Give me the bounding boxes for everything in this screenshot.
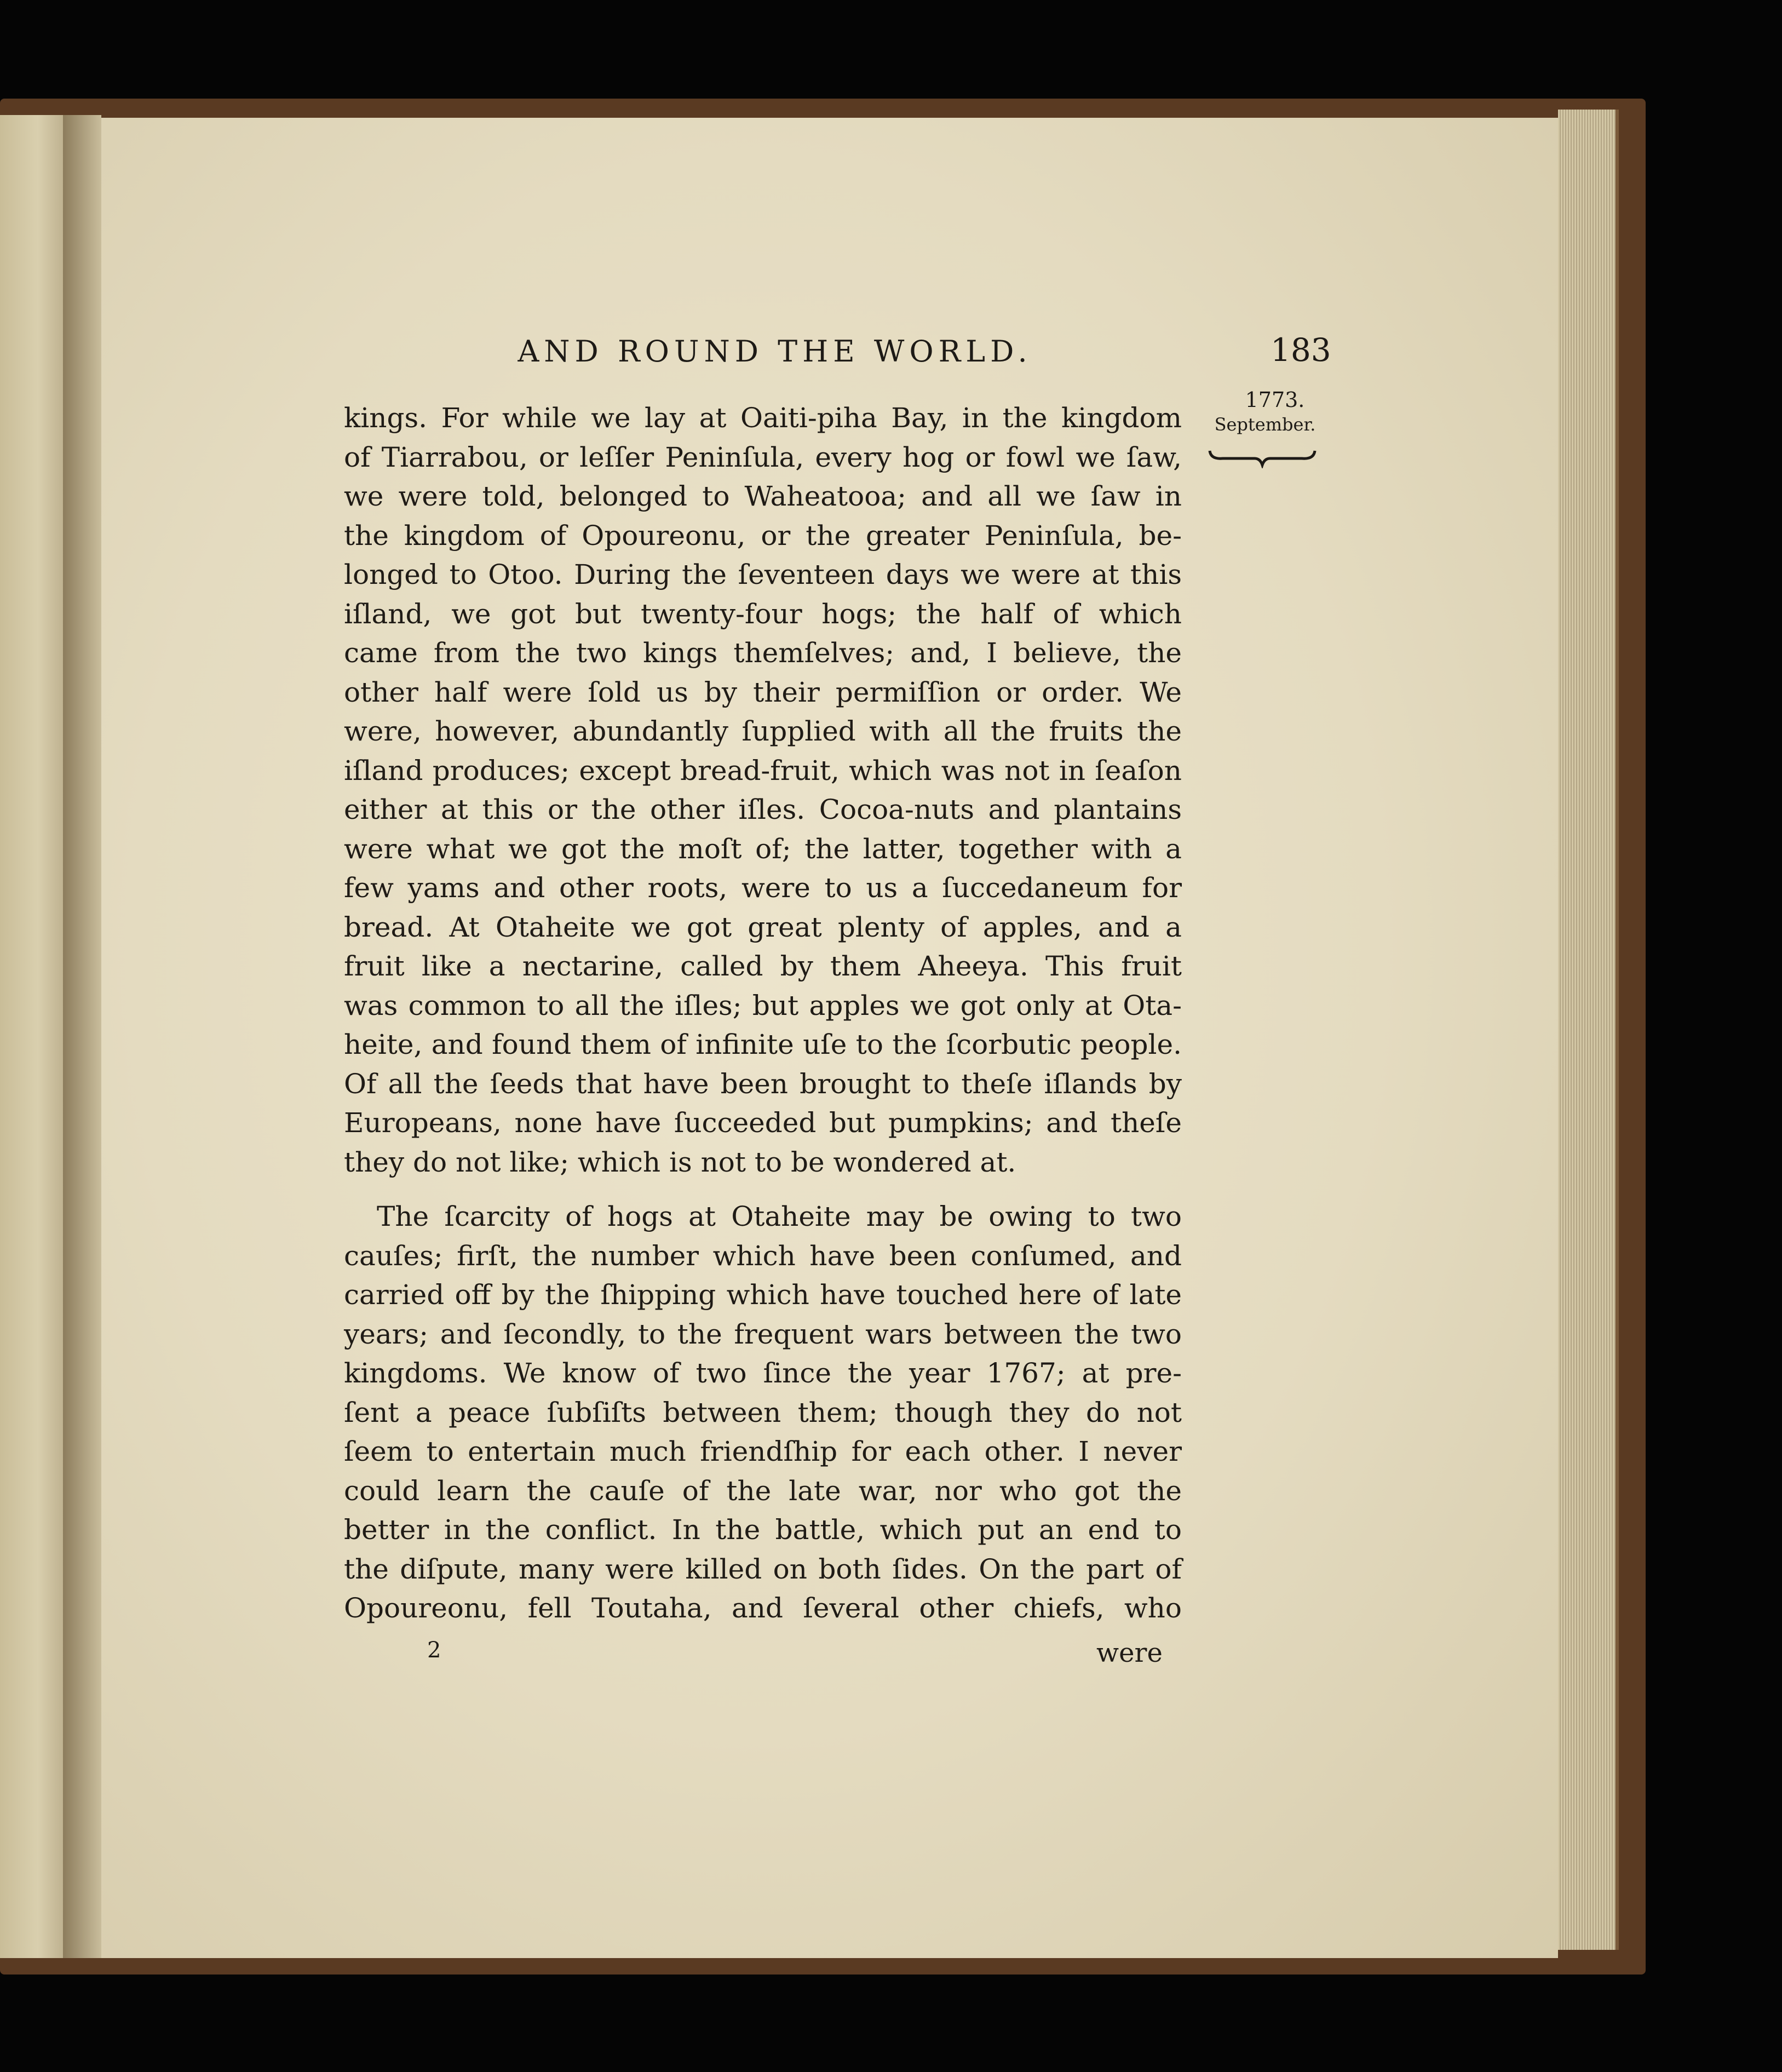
margin-note-month: September. xyxy=(1214,414,1316,435)
paragraph-1 xyxy=(344,399,1182,1182)
text-line: The ſcarcity of hogs at Otaheite may be owing to two xyxy=(377,1201,1182,1232)
signature-mark: 2 xyxy=(427,1638,441,1663)
text-line: Of all the ſeeds that have been brought to theſe iſlands by xyxy=(344,1067,1182,1100)
text-line: the kingdom of Opoureonu, or the greater Peninſula, be- xyxy=(344,519,1182,552)
text-line: came from the two kings themſelves; and, I believe, the xyxy=(344,637,1182,669)
text-line: cauſes; firſt, the number which have been conſumed, and xyxy=(344,1239,1182,1272)
text-line: were what we got the moſt of; the latter, together with a xyxy=(344,833,1182,865)
text-line: carried off by the ſhipping which have touched here of late xyxy=(344,1279,1182,1311)
text-line: fruit like a nectarine, called by them Aheeya. This fruit xyxy=(344,950,1182,982)
text-line: was common to all the iſles; but apples we got only at Ota- xyxy=(344,989,1182,1021)
paragraph-2 xyxy=(344,1197,1182,1628)
text-line: bread. At Otaheite we got great plenty of apples, and a xyxy=(344,911,1182,943)
text-line: kings. For while we lay at Oaiti-piha Bay, in the kingdom xyxy=(344,402,1182,434)
catchword: were xyxy=(1096,1638,1163,1668)
text-line: either at this or the other iſles. Cocoa-nuts and plantains xyxy=(344,794,1182,825)
text-line: iſland, we got but twenty-four hogs; the half of which xyxy=(344,598,1182,630)
text-line: Opoureonu, fell Toutaha, and ſeveral other chiefs, who xyxy=(344,1592,1182,1624)
text-line: Europeans, none have ſucceeded but pumpkins; and theſe xyxy=(344,1107,1182,1139)
margin-brace-icon xyxy=(1208,446,1317,468)
gutter-shadow xyxy=(63,115,101,1958)
text-line: other half were ſold us by their permiſſion or order. We xyxy=(344,676,1182,708)
margin-note-year: 1773. xyxy=(1245,388,1305,412)
left-page-edge xyxy=(0,115,65,1958)
text-line: kingdoms. We know of two ſince the year 1767; at pre- xyxy=(344,1357,1182,1389)
text-line: few yams and other roots, were to us a ſuccedaneum for xyxy=(344,872,1182,904)
text-line: were, however, abundantly ſupplied with all the fruits the xyxy=(344,715,1182,747)
text-line: could learn the cauſe of the late war, nor who got the xyxy=(344,1474,1182,1507)
text-line: the diſpute, many were killed on both ſides. On the part of xyxy=(344,1553,1182,1585)
text-line: better in the conflict. In the battle, which put an end to xyxy=(344,1514,1182,1546)
text-line: heite, and found them of infinite uſe to the ſcorbutic people. xyxy=(344,1029,1182,1060)
text-line: ſeem to entertain much friendſhip for each other. I never xyxy=(344,1436,1182,1467)
running-title: AND ROUND THE WORLD. xyxy=(518,334,1032,369)
text-line: they do not like; which is not to be wondered at. xyxy=(344,1146,1016,1178)
text-line: we were told, belonged to Waheatooa; and all we ſaw in xyxy=(344,480,1182,512)
text-line: ſent a peace ſubſiſts between them; though they do not xyxy=(344,1396,1182,1428)
text-line: of Tiarrabou, or leſſer Peninſula, every hog or fowl we ſaw, xyxy=(344,441,1182,473)
text-line: iſland produces; except bread-fruit, which was not in ſeaſon xyxy=(344,754,1182,787)
text-line: longed to Otoo. During the ſeventeen days we were at this xyxy=(344,559,1182,590)
text-line: years; and ſecondly, to the frequent wars between the two xyxy=(344,1318,1182,1350)
page-number: 183 xyxy=(1271,331,1331,369)
page-fore-edge xyxy=(1558,110,1619,1950)
